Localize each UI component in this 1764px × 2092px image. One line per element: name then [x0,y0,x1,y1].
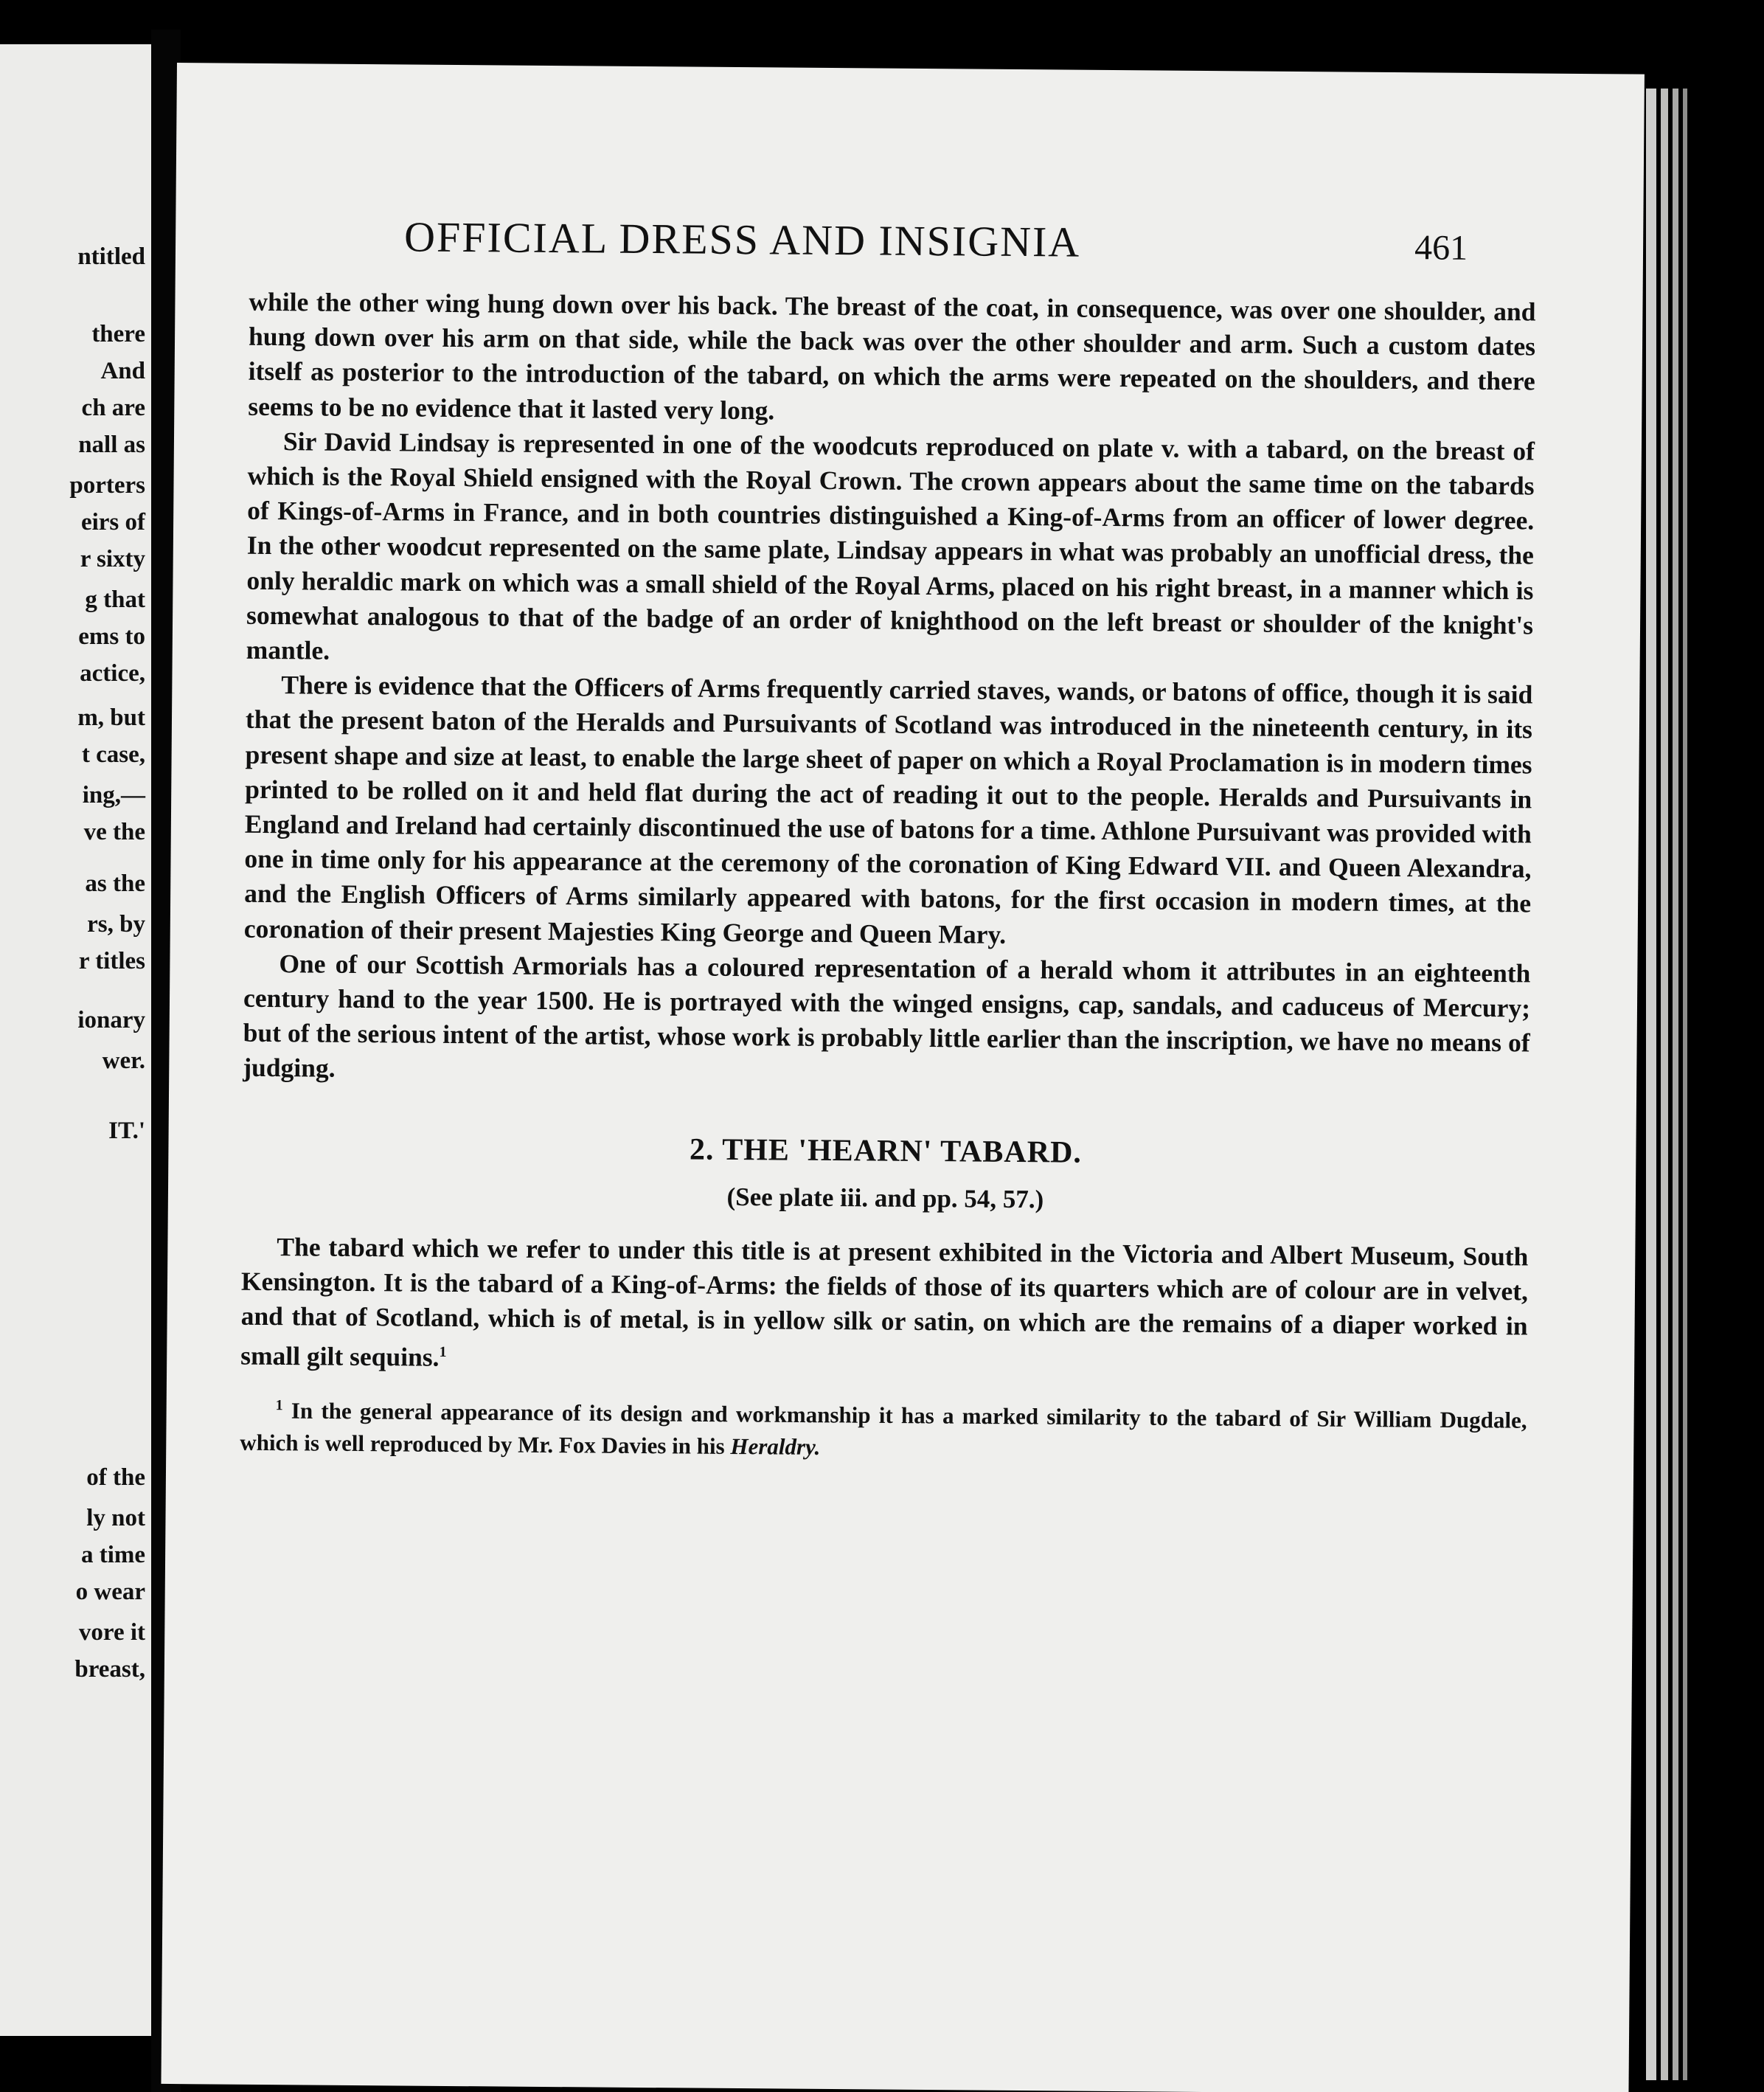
left-facing-page [0,44,151,2036]
left-page-line: actice, [80,660,145,687]
page-edge [1661,89,1668,2080]
left-page-line: g that [85,586,145,613]
paragraph [240,1230,1528,1384]
left-page-line: r titles [78,948,145,974]
left-page-line: there [91,321,145,347]
left-page-line: o wear [75,1579,145,1605]
section-reference: (See plate iii. and pp. 54, 57.) [726,1182,1044,1213]
section-paragraph-text: The tabard which we refer to under this title is at present exhibited in the Victoria and Albert Museum, South Kensington. It is the tabard of a King-of-Arms: the fields of those of its quarters which are of colour are in velvet, and that of Scotland, which is of metal, is in yellow silk or satin, on which are the remains of a diaper worked in small gilt sequins. [240,1231,1529,1373]
page-edge [1646,89,1656,2080]
left-page-line: ch are [81,395,145,421]
left-page-line: ve the [83,819,145,845]
left-page-line: IT.' [108,1118,145,1144]
paragraph: Sir David Lindsay is represented in one of the woodcuts reproduced on plate v. with a tabard, on the breast of which is the Royal Shield ensigned with the Royal Crown. The crown appears about the same time on the tabards of Kings-of-Arms in France, and in both countries distinguished a King-of-Arms from an officer of lower degree. In the other woodcut represented on the same plate, Lindsay appears in what was probably an unofficial dress, the only heraldic mark on which was a small shield of the Royal Arms, placed on his right breast, in a manner which is somewhat analogous to that of the badge of an order of knighthood on the left breast or shoulder of the knight's mantle. [246,426,1535,665]
paragraph: There is evidence that the Officers of Arms frequently carried staves, wands, or batons of office, though it is said that the present baton of the Heralds and Pursuivants of Scotland was introduced in the nineteenth century, in its present shape and size at least, to enable the large sheet of paper on which a Royal Proclamation is in modern times printed to be rolled on it and held flat during the act of reading it out to the people. Heralds and Pursuivants in England and Ireland had certainly discontinued the use of batons for a time. Athlone Pursuivant was provided with one in time only for his appearance at the ceremony of the coronation of King Edward VII. and Queen Alexandra, and the English Officers of Arms similarly appeared with batons, for the first occasion in modern times, at the coronation of their present Majesties King George and Queen Mary. [243,670,1533,949]
left-page-line: eirs of [80,509,145,536]
left-page-line: ly not [86,1505,145,1531]
left-page-line: a time [80,1542,145,1568]
left-page-line: porters [69,472,145,499]
left-page-line: And [100,358,145,384]
page-edge [1683,89,1687,2080]
left-page-line: breast, [74,1656,145,1683]
paragraph: while the other wing hung down over his back. The breast of the coat, in consequence, was over one shoulder, and hung down over his arm on that side, while the back was over the other shoulder and arm. Such a custom dates itself as posterior to the introduction of the tabard, on which the arms were repeated on the shoulders, and there seems to be no evidence that it lasted very long. [248,286,1536,425]
page-number: 461 [1414,228,1468,268]
footnote-text: In the general appearance of its design and workmanship it has a marked similarity to the tabard of Sir William Dugdale, which is well reproduced by Mr. Fox Davies in his [240,1397,1527,1459]
left-page-line: wer. [102,1047,145,1074]
footnote-marker: 1 [439,1344,447,1361]
left-page-line: m, but [77,704,145,731]
left-page-line: ing,— [82,782,145,808]
section-heading: 2. THE 'HEARN' TABARD. [689,1132,1083,1170]
paragraph: One of our Scottish Armorials has a coloured representation of a herald whom it attributes in an eighteenth century hand to the year 1500. He is portrayed with the winged ensigns, cap, sandals, and caduceus of Mercury; but of the serious intent of the artist, whose work is probably little earlier than the inscription, we have no means of judging. [243,948,1531,1084]
footnote-italic-title: Heraldry. [730,1433,821,1460]
left-page-line: ionary [77,1007,145,1033]
left-page-line: rs, by [87,911,145,938]
left-page-line: ntitled [77,243,145,270]
left-page-line: ems to [78,623,145,650]
left-page-line: vore it [78,1619,145,1646]
left-page-line: t case, [81,741,145,768]
footnote-number: 1 [275,1396,283,1413]
footnote [240,1388,1527,1469]
main-page [161,63,1644,2092]
left-page-line: as the [85,870,145,897]
running-head: OFFICIAL DRESS AND INSIGNIA [403,212,1081,266]
left-page-line: nall as [78,432,145,458]
body-text [240,285,1535,1469]
left-page-line: r sixty [80,546,145,572]
page-edge [1673,89,1678,2080]
left-page-line: of the [86,1464,145,1491]
